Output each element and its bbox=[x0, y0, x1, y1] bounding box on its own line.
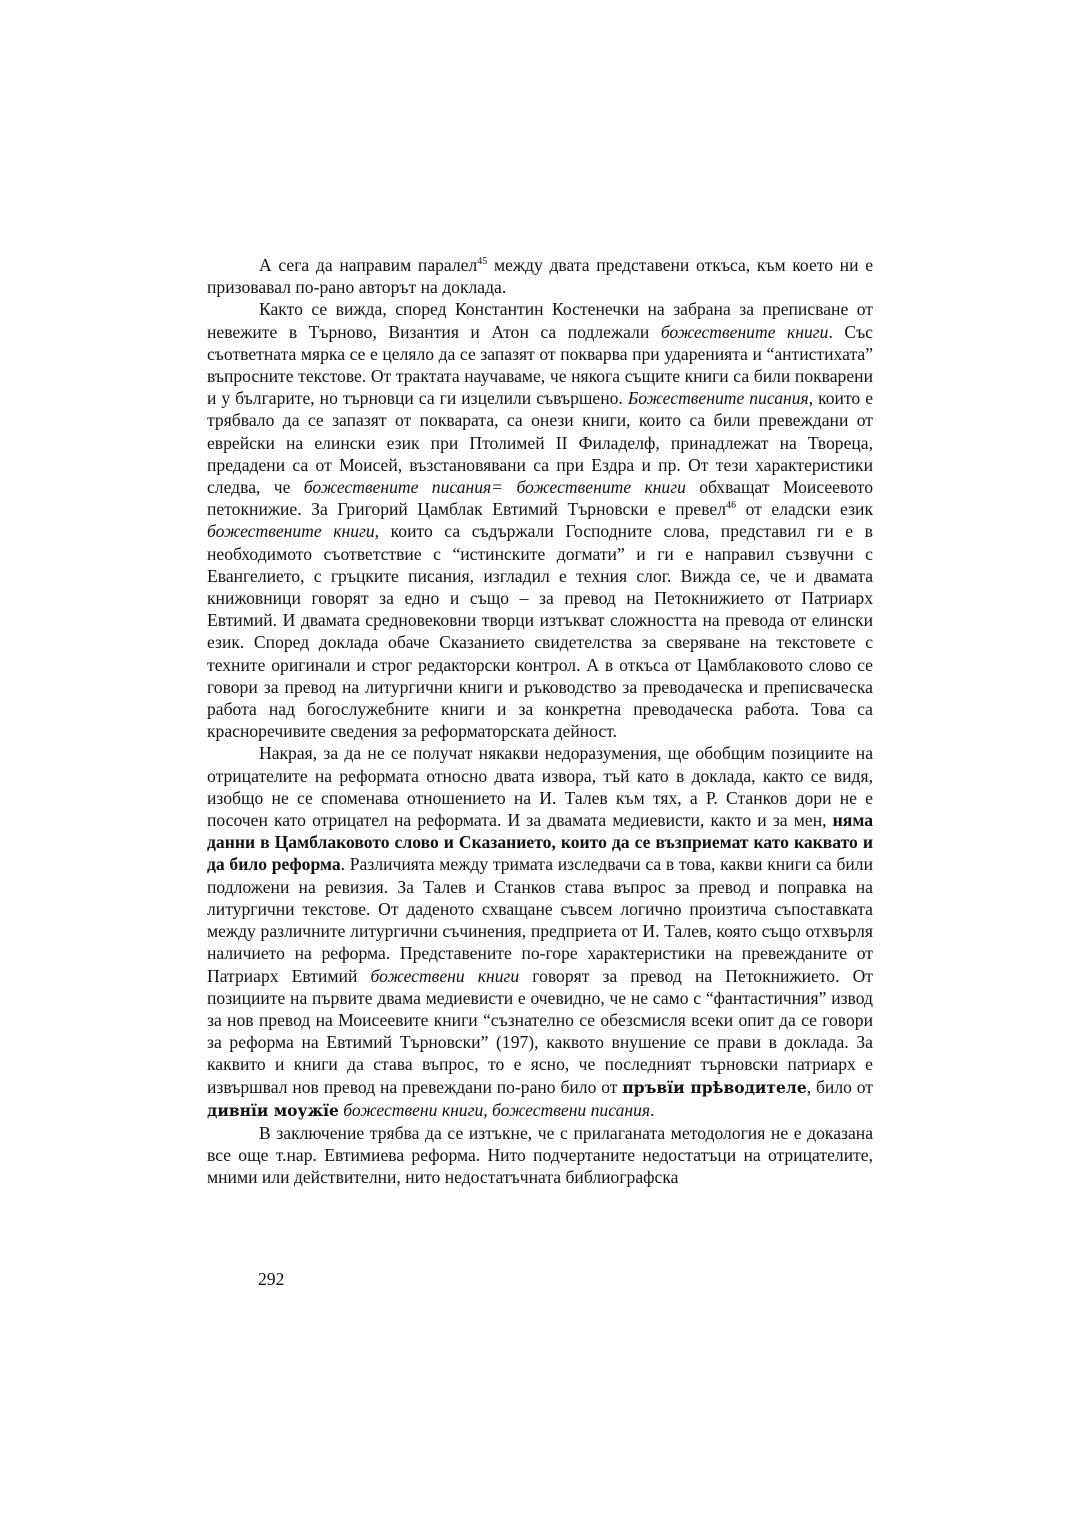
text-run: . bbox=[650, 1099, 655, 1120]
church-slavonic-quote: дивнїи моужїе bbox=[207, 1100, 339, 1120]
text-run: Накрая, за да не се получат някакви недоразумения, ще обобщим позициите на отрицателите на реформата относно двата извора, тъй като в доклада, както се видя, изобщо не се споменава отношението на И. Талев към тях, а Р. Станков дори не е посочен като отрицател на реформата. И за двамата медиевисти, както и за мен, bbox=[207, 743, 873, 831]
page-number: 292 bbox=[258, 1269, 285, 1289]
italic-term: Божествените писания bbox=[627, 388, 809, 409]
italic-term: божествени книги, божествени писания bbox=[343, 1099, 651, 1120]
text-run: обхващат Моисеевото петокнижие. За Григорий Цамблак Евтимий Търновски е превел bbox=[207, 477, 873, 520]
text-run: говорят за превод на Петокнижието. От позициите на първите двама медиевисти е очевидно, че не само с “фантастичния” извод за нов превод на Моисеевите книги “съзнателно се обезсмисля всеки опит да се говори за реформа на Евтимий Търновски” (197), каквото внушение се прави в доклада. За каквито и книги да става въпрос, то е ясно, че последният търновски патриарх е извършвал нов превод на превеждани по-рано било от bbox=[207, 965, 873, 1097]
text-run: . Различията между тримата изследвачи са в това, какви книги са били подложени на ревизия. За Талев и Станков става въпрос за превод и поправка на литургични текстове. От даденото схващане съвсем логично произтича съпоставката между различните литургични съчинения, предприета от И. Талев, която също отхвърля наличието на реформа. Представените по-горе характеристики на превежданите от Патриарх Евтимий bbox=[207, 854, 874, 986]
footnote-ref-46: 46 bbox=[726, 500, 737, 512]
italic-term: божествените книги, bbox=[207, 521, 380, 542]
text-run: , които е трябвало да се запазят от покварата, са онези книги, които са били превеждани от еврейски на елински език при Птолимей II Филаделф, принадлежат на Твореца, предадени са от Моисей, възстановявани са при Ездра и пр. От тези характеристики следва, че bbox=[207, 388, 873, 498]
paragraph-4 bbox=[207, 1122, 873, 1189]
church-slavonic-quote: пръвїи прѣводителе bbox=[622, 1077, 807, 1097]
text-run: В заключение трябва да се изтъкне, че с прилаганата методология не е доказана все още т.нар. Евтимиева реформа. Нито подчертаните недостатъци на отрицателите, мними или действителни, нито недостатъчната библиографска bbox=[207, 1122, 873, 1188]
text-run: между двата представени откъса, към което ни е призовавал по-рано авторът на доклада. bbox=[207, 255, 874, 298]
text-run: , било от bbox=[806, 1076, 873, 1097]
footnote-ref-45: 45 bbox=[477, 256, 488, 268]
paragraph-2 bbox=[207, 298, 873, 742]
italic-term: божествени книги bbox=[370, 965, 520, 986]
italic-term: божествените книги bbox=[660, 321, 829, 342]
text-run: от еладски език bbox=[736, 499, 873, 520]
text-run: А сега да направим паралел bbox=[259, 255, 478, 275]
text-run: Както се вижда, според Константин Костенечки на забрана за преписване от невежите в Търново, Византия и Атон са подлежали bbox=[207, 299, 873, 342]
paragraph-3 bbox=[207, 742, 873, 1121]
bold-statement: няма данни в Цамблаковото слово и Сказанието, които да се възприемат като каквато и да било реформа bbox=[207, 810, 873, 875]
text-run: които са съдържали Господните слова, представил ги е в необходимото съответствие с “истинските догмати” и ги е направил съзвучни с Евангелието, с гръцките писания, изгладил е техния слог. Вижда се, че и двамата книжовници говорят за едно и също – за превод на Петокнижието от Патриарх Евтимий. И двамата средновековни творци изтъкват сложността на превода от елински език. Според доклада обаче Сказанието свидетелства за сверяване на текстовете с техните оригинали и строг редакторски контрол. А в откъса от Цамблаковото слово се говори за превод на литургични книги и ръководство за преводаческа и преписваческа работа над богослужебните книги и за конкретна преводаческа работа. Това са красноречивите сведения за реформаторската дейност. bbox=[207, 521, 873, 742]
text-run: . Със съответната мярка се е целяло да се запазят от покварва при ударенията и “антистихата” въпросните текстове. От трактата научаваме, че някога същите книги са били покварени и у българите, но търновци са ги изцелили съвършено. bbox=[207, 321, 873, 409]
paragraph-1 bbox=[207, 254, 873, 298]
body-text bbox=[207, 254, 873, 1189]
italic-term: божествените писания= божествените книги bbox=[303, 477, 686, 498]
